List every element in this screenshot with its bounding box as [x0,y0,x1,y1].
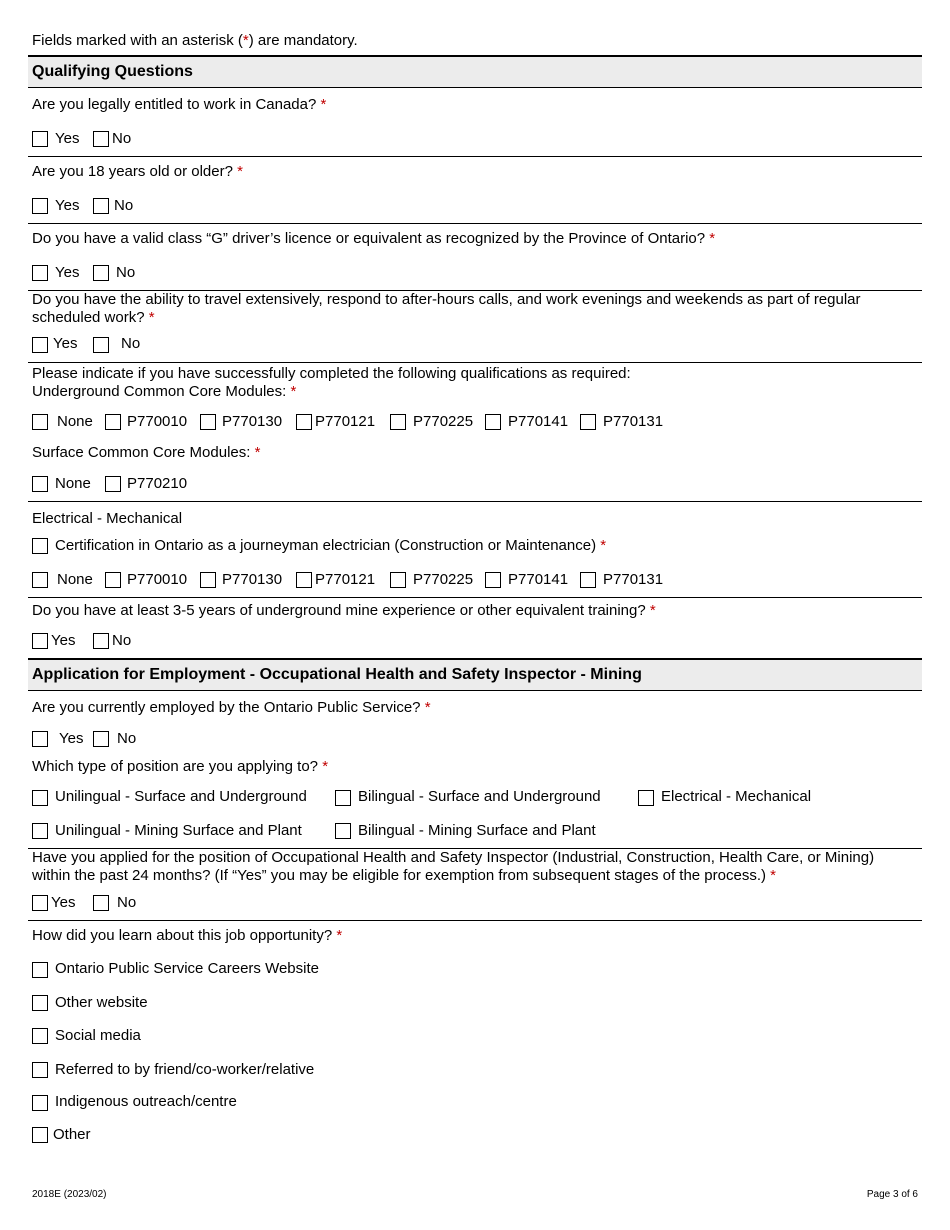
position-bilingual-mining-surface-plant-checkbox[interactable] [335,823,351,839]
underground-p770130-label: P770130 [222,413,283,430]
underground-p770010-checkbox[interactable] [105,414,121,430]
source-other-label: Other [53,1126,91,1143]
mine-exp-yes-checkbox[interactable] [32,633,48,649]
position-bilingual-mining-surface-plant-label: Bilingual - Mining Surface and Plant [358,822,596,839]
applied-no-checkbox[interactable] [93,895,109,911]
section-header-qualifying: Qualifying Questions [28,55,922,88]
source-ops-careers-checkbox[interactable] [32,962,48,978]
question-qualifications: Please indicate if you have successfully completed the following qualifications as required: [32,365,631,382]
mandatory-note: Fields marked with an asterisk (*) are mandatory. [32,32,358,49]
question-mine-experience: Do you have at least 3-5 years of underground mine experience or other equivalent training? * [32,602,656,619]
electrical-none-label: None [57,571,93,588]
underground-p770141-checkbox[interactable] [485,414,501,430]
position-electrical-mechanical-checkbox[interactable] [638,790,654,806]
applied-yes-label: Yes [51,894,76,911]
position-bilingual-surface-underground-checkbox[interactable] [335,790,351,806]
age-yes-label: Yes [55,197,80,214]
applied-yes-checkbox[interactable] [32,895,48,911]
ops-no-checkbox[interactable] [93,731,109,747]
source-social-media-checkbox[interactable] [32,1028,48,1044]
electrical-p770141-label: P770141 [508,571,569,588]
position-bilingual-surface-underground-label: Bilingual - Surface and Underground [358,788,601,805]
section-header-application: Application for Employment - Occupational Health and Safety Inspector - Mining [28,658,922,691]
source-ops-careers-label: Ontario Public Service Careers Website [55,960,319,977]
position-unilingual-mining-surface-plant-label: Unilingual - Mining Surface and Plant [55,822,302,839]
position-unilingual-surface-underground-label: Unilingual - Surface and Underground [55,788,307,805]
position-electrical-mechanical-label: Electrical - Mechanical [661,788,812,805]
licence-no-label: No [116,264,136,281]
electrical-heading: Electrical - Mechanical [32,510,183,527]
underground-p770131-checkbox[interactable] [580,414,596,430]
travel-yes-checkbox[interactable] [32,337,48,353]
electrical-p770121-label: P770121 [315,571,376,588]
surface-none-checkbox[interactable] [32,476,48,492]
question-age: Are you 18 years old or older? * [32,163,243,180]
page-number: Page 3 of 6 [866,1189,918,1200]
source-other-checkbox[interactable] [32,1127,48,1143]
mine-exp-no-checkbox[interactable] [93,633,109,649]
question-legal: Are you legally entitled to work in Canada? * [32,96,327,113]
licence-yes-label: Yes [55,264,80,281]
electrical-p770141-checkbox[interactable] [485,572,501,588]
licence-no-checkbox[interactable] [93,265,109,281]
surface-none-label: None [55,475,91,492]
age-yes-checkbox[interactable] [32,198,48,214]
divider [28,597,922,598]
electrician-cert-label: Certification in Ontario as a journeyman electrician (Construction or Maintenance) * [55,537,607,554]
source-indigenous-outreach-label: Indigenous outreach/centre [55,1093,237,1110]
underground-p770010-label: P770010 [127,413,188,430]
position-unilingual-surface-underground-checkbox[interactable] [32,790,48,806]
underground-p770225-label: P770225 [413,413,474,430]
age-no-checkbox[interactable] [93,198,109,214]
position-unilingual-mining-surface-plant-checkbox[interactable] [32,823,48,839]
divider [28,501,922,502]
legal-no-checkbox[interactable] [93,131,109,147]
question-learn-source: How did you learn about this job opportunity? * [32,927,343,944]
electrical-p770130-label: P770130 [222,571,283,588]
question-licence: Do you have a valid class “G” driver’s licence or equivalent as recognized by the Province of Ontario? * [32,230,716,247]
mine-exp-yes-label: Yes [51,632,76,649]
legal-yes-label: Yes [55,130,80,147]
ops-no-label: No [117,730,137,747]
mine-exp-no-label: No [112,632,132,649]
electrical-p770121-checkbox[interactable] [296,572,312,588]
source-other-website-label: Other website [55,994,148,1011]
electrical-none-checkbox[interactable] [32,572,48,588]
underground-none-label: None [57,413,93,430]
underground-p770121-label: P770121 [315,413,376,430]
applied-no-label: No [117,894,137,911]
legal-yes-checkbox[interactable] [32,131,48,147]
travel-yes-label: Yes [53,335,78,352]
underground-none-checkbox[interactable] [32,414,48,430]
electrical-p770131-checkbox[interactable] [580,572,596,588]
divider [28,156,922,157]
travel-no-label: No [121,335,141,352]
electrical-p770225-label: P770225 [413,571,474,588]
underground-modules-label: Underground Common Core Modules: * [32,383,297,400]
form-id: 2018E (2023/02) [32,1189,107,1200]
electrical-p770225-checkbox[interactable] [390,572,406,588]
electrical-p770010-checkbox[interactable] [105,572,121,588]
source-referred-label: Referred to by friend/co-worker/relative [55,1061,315,1078]
electrician-cert-checkbox[interactable] [32,538,48,554]
electrical-p770131-label: P770131 [603,571,664,588]
underground-p770225-checkbox[interactable] [390,414,406,430]
underground-p770131-label: P770131 [603,413,664,430]
electrical-p770010-label: P770010 [127,571,188,588]
divider [28,362,922,363]
question-applied-before-line1: Have you applied for the position of Occupational Health and Safety Inspector (Industrial, Construction, Health Care, or Mining) [32,849,875,866]
question-position-type: Which type of position are you applying to? * [32,758,329,775]
source-referred-checkbox[interactable] [32,1062,48,1078]
age-no-label: No [114,197,134,214]
surface-p770210-label: P770210 [127,475,188,492]
licence-yes-checkbox[interactable] [32,265,48,281]
underground-p770141-label: P770141 [508,413,569,430]
source-indigenous-outreach-checkbox[interactable] [32,1095,48,1111]
divider [28,920,922,921]
travel-no-checkbox[interactable] [93,337,109,353]
ops-yes-label: Yes [59,730,84,747]
underground-p770130-checkbox[interactable] [200,414,216,430]
source-other-website-checkbox[interactable] [32,995,48,1011]
question-travel-line1: Do you have the ability to travel extensively, respond to after-hours calls, and work evenings and weekends as part of regular [32,291,861,308]
legal-no-label: No [112,130,132,147]
divider [28,223,922,224]
surface-modules-label: Surface Common Core Modules: * [32,444,261,461]
underground-p770121-checkbox[interactable] [296,414,312,430]
question-ops-employed: Are you currently employed by the Ontario Public Service? * [32,699,431,716]
source-social-media-label: Social media [55,1027,141,1044]
question-applied-before-line2: within the past 24 months? (If “Yes” you may be eligible for exemption from subsequent stages of the process.) * [32,867,777,884]
electrical-p770130-checkbox[interactable] [200,572,216,588]
ops-yes-checkbox[interactable] [32,731,48,747]
question-travel-line2: scheduled work? * [32,309,155,326]
surface-p770210-checkbox[interactable] [105,476,121,492]
